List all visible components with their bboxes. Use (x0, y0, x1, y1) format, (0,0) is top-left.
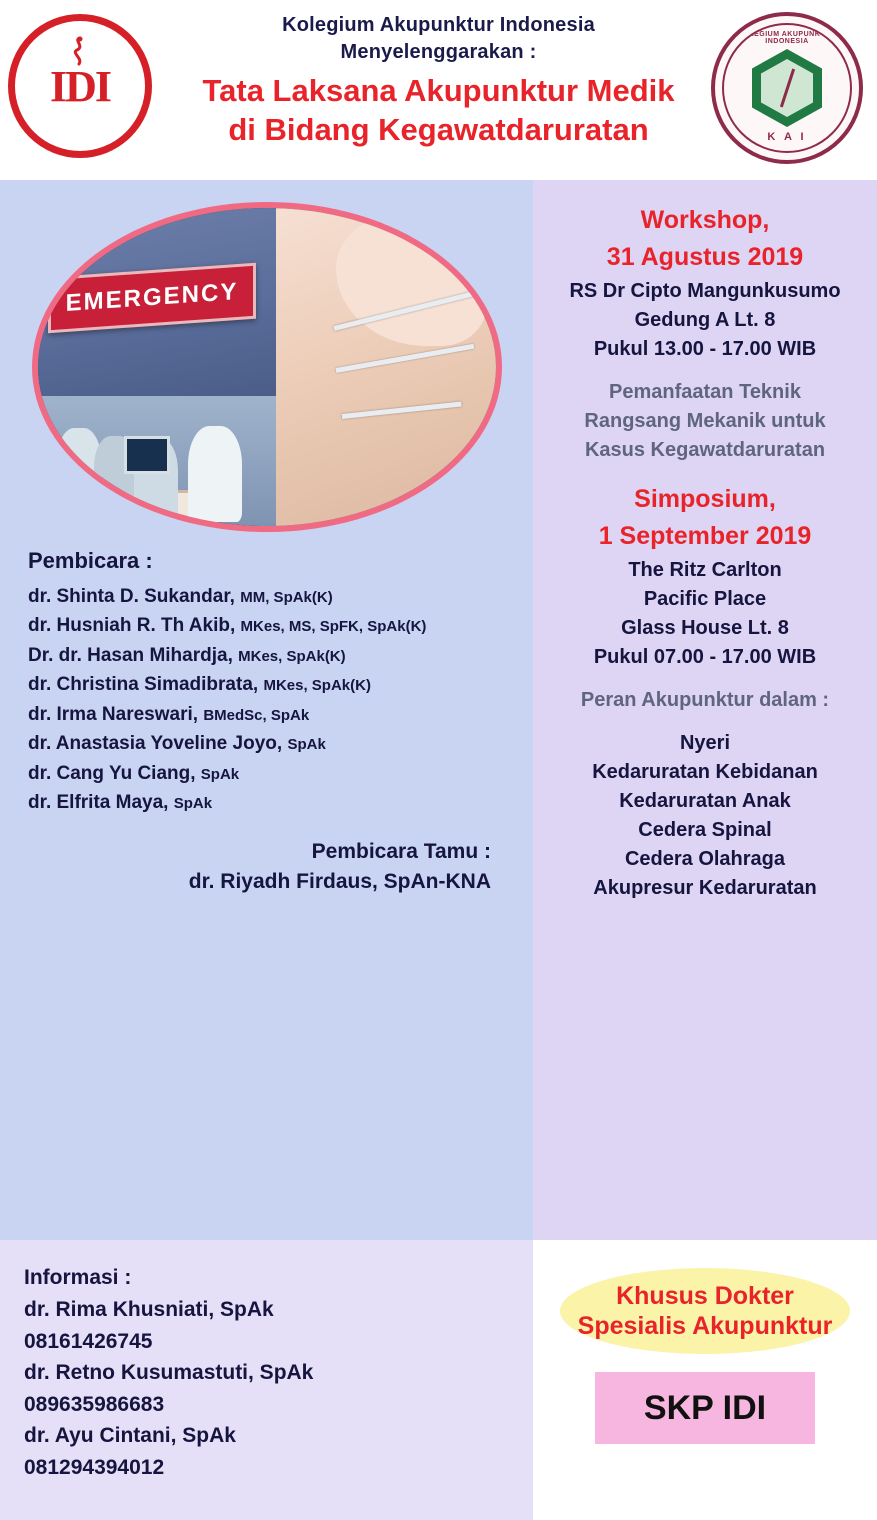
speaker-degrees: MM, SpAk(K) (240, 589, 333, 606)
event-title-line-1: Tata Laksana Akupunktur Medik (202, 73, 675, 108)
poster-footer (0, 1240, 877, 1520)
idi-logo-text: IDI (49, 61, 111, 111)
information-heading: Informasi : (24, 1266, 132, 1289)
staff-figure (188, 426, 242, 522)
speaker-name: Dr. dr. Hasan Mihardja, (28, 644, 233, 666)
organizer-line-2: Menyelenggarakan : (340, 41, 537, 63)
organizer-line-1: Kolegium Akupunktur Indonesia (282, 14, 595, 36)
speaker-degrees: MKes, SpAk(K) (263, 677, 371, 695)
symposium-topics-heading: Peran Akupunktur dalam : (580, 689, 830, 711)
hero-photo (32, 202, 502, 532)
symposium-date: 1 September 2019 (598, 521, 812, 550)
kai-logo-bottom-text: K A I (767, 131, 807, 143)
workshop-venue-line-2: Gedung A Lt. 8 (634, 309, 776, 331)
workshop-time: Pukul 13.00 - 17.00 WIB (593, 338, 817, 360)
spacer (547, 672, 863, 686)
workshop-topic-line-1: Pemanfaatan Teknik (609, 381, 801, 403)
speaker-name: dr. Elfrita Maya, (28, 792, 169, 814)
spacer (547, 364, 863, 378)
acupuncture-needle-icon (779, 69, 794, 108)
speaker-row (28, 670, 533, 699)
symposium-topic-item: Nyeri (679, 732, 731, 754)
speakers-heading: Pembicara : (28, 548, 153, 573)
symposium-venue-line-1: The Ritz Carlton (628, 559, 782, 581)
speaker-degrees: SpAk (287, 736, 326, 754)
schedule-section (533, 180, 877, 903)
eligibility-line-2: Spesialis Akupunktur (577, 1312, 833, 1340)
symposium-topic-item: Kedaruratan Kebidanan (592, 761, 818, 783)
symposium-topic-item: Kedaruratan Anak (619, 790, 791, 812)
kai-logo (711, 12, 863, 164)
speakers-section (0, 532, 533, 818)
speaker-degrees: SpAk (173, 795, 213, 813)
speaker-row (28, 641, 533, 670)
guest-speaker-name: dr. Riyadh Firdaus, SpAn-KNA (188, 869, 491, 893)
contact-name: dr. Retno Kusumastuti, SpAk (24, 1361, 314, 1384)
speaker-degrees: MKes, SpAk(K) (238, 647, 346, 665)
speaker-row (28, 788, 533, 817)
emergency-sign-text: EMERGENCY (65, 277, 238, 318)
speaker-name: dr. Christina Simadibrata, (28, 674, 259, 696)
needle-shape (335, 344, 474, 373)
speaker-degrees: MKes, MS, SpFK, SpAk(K) (240, 618, 427, 636)
speaker-name: dr. Anastasia Yoveline Joyo, (28, 733, 283, 755)
idi-logo-inner (22, 28, 138, 144)
right-column (533, 180, 877, 1240)
speaker-degrees: SpAk (200, 765, 240, 783)
left-column (0, 180, 533, 1240)
skp-badge (595, 1372, 815, 1444)
emergency-sign (48, 263, 256, 334)
speaker-degrees: BMedSc, SpAk (203, 706, 310, 724)
symposium-venue-line-2: Pacific Place (643, 588, 767, 610)
speaker-row (28, 759, 533, 788)
photo-medical-staff (38, 396, 276, 526)
workshop-topic-line-3: Kasus Kegawatdaruratan (584, 439, 826, 461)
speaker-name: dr. Irma Nareswari, (28, 703, 199, 725)
needle-shape (341, 401, 461, 419)
snake-staff-icon (63, 36, 97, 66)
poster-header (0, 0, 877, 180)
symposium-venue-line-3: Glass House Lt. 8 (621, 617, 789, 639)
workshop-topic-line-2: Rangsang Mekanik untuk (584, 410, 826, 432)
contact-phone: 089635986683 (24, 1392, 165, 1416)
workshop-venue-line-1: RS Dr Cipto Mangunkusumo (569, 280, 841, 302)
kai-logo-ring (722, 23, 852, 153)
speaker-row (28, 700, 533, 729)
speaker-name: dr. Cang Yu Ciang, (28, 762, 196, 784)
symposium-topic-item: Cedera Spinal (638, 819, 772, 841)
spacer (547, 465, 863, 483)
contact-phone: 081294394012 (24, 1455, 165, 1479)
symposium-label: Simposium, (634, 485, 776, 513)
idi-logo (8, 14, 152, 158)
speaker-row (28, 611, 533, 640)
information-section (0, 1240, 533, 1520)
guest-speaker-heading: Pembicara Tamu : (311, 839, 491, 863)
workshop-label: Workshop, (640, 206, 770, 234)
kai-logo-hexagon (752, 49, 822, 127)
poster-body (0, 180, 877, 1240)
guest-speaker-section (0, 840, 533, 894)
badges-section (533, 1240, 877, 1520)
eligibility-line-1: Khusus Dokter (616, 1282, 794, 1310)
speaker-name: dr. Shinta D. Sukandar, (28, 586, 235, 607)
photo-acupuncture-skin (276, 208, 496, 526)
contact-name: dr. Ayu Cintani, SpAk (24, 1424, 236, 1447)
symposium-topic-item: Akupresur Kedaruratan (593, 877, 817, 899)
event-title-line-2: di Bidang Kegawatdaruratan (228, 111, 649, 147)
spacer (547, 715, 863, 729)
hand-shape (336, 216, 486, 346)
speaker-row (28, 729, 533, 758)
contact-name: dr. Rima Khusniati, SpAk (24, 1298, 274, 1321)
symposium-topic-item: Cedera Olahraga (624, 848, 786, 870)
skp-badge-text: SKP IDI (643, 1388, 767, 1427)
contact-phone: 08161426745 (24, 1329, 153, 1353)
symposium-time: Pukul 07.00 - 17.00 WIB (593, 646, 817, 668)
monitor-icon (124, 436, 170, 474)
speaker-name: dr. Husniah R. Th Akib, (28, 615, 236, 637)
kai-logo-hexagon-inner (761, 59, 813, 117)
eligibility-badge (560, 1268, 850, 1354)
workshop-date: 31 Agustus 2019 (606, 242, 804, 271)
speaker-row (28, 582, 533, 611)
kai-logo-top-text: KOLEGIUM AKUPUNKTUR INDONESIA (737, 31, 837, 45)
